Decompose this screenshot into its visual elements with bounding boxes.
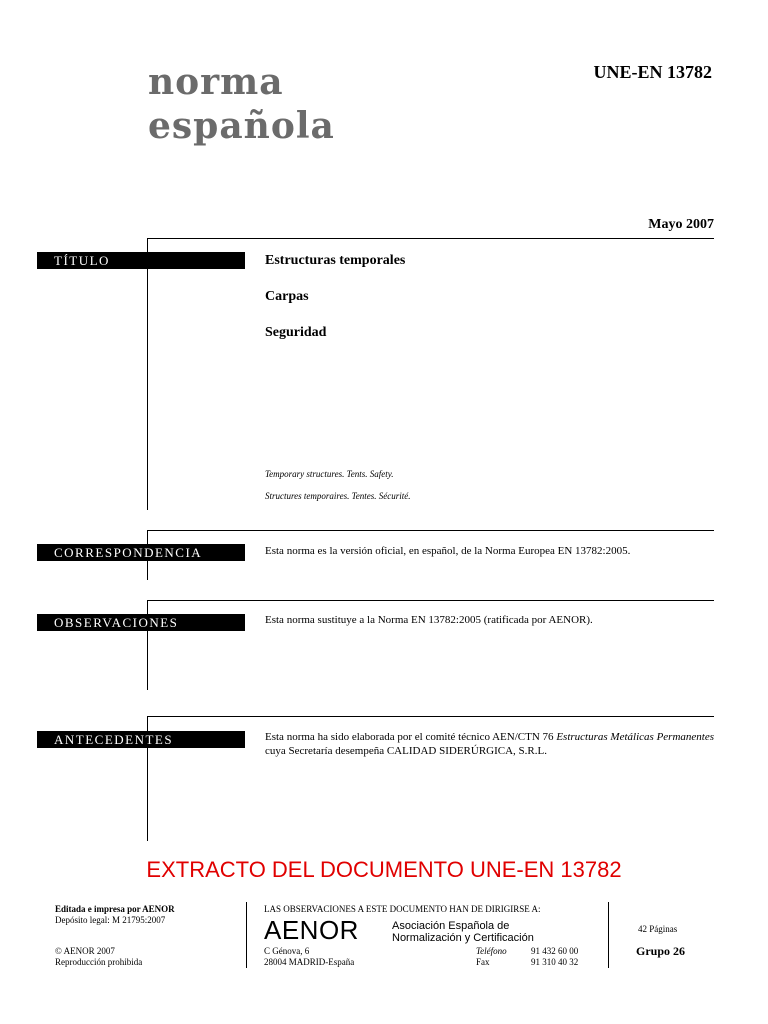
footer-address1: C Génova, 6: [264, 946, 310, 956]
footer-fax-label: Fax: [476, 957, 490, 967]
antecedentes-label: ANTECEDENTES: [54, 732, 174, 747]
extract-notice: EXTRACTO DEL DOCUMENTO UNE-EN 13782: [146, 857, 622, 882]
correspondencia-text: Esta norma es la versión oficial, en español, de la Norma Europea EN 13782:2005.: [265, 545, 631, 557]
footer-legal-deposit: Depósito legal: M 21795:2007: [55, 915, 166, 925]
norma-title-line1: norma: [148, 61, 284, 103]
footer-pages: 42 Páginas: [638, 924, 678, 934]
antecedentes-text-post: cuya Secretaría desempeña CALIDAD SIDERÚRGICA, S.R.L.: [265, 745, 547, 757]
footer-assoc-line1: Asociación Española de: [392, 920, 510, 932]
footer-assoc-line2: Normalización y Certificación: [392, 932, 534, 944]
footer-group: Grupo 26: [636, 944, 686, 958]
section-divider-observaciones: [148, 600, 714, 601]
aenor-logo: AENOR: [264, 915, 359, 945]
section-vline-titulo: [147, 238, 148, 510]
antecedentes-label-bar: [37, 731, 245, 748]
footer-divider-right: [608, 902, 609, 968]
title-french: Structures temporaires. Tentes. Sécurité.: [265, 491, 411, 501]
footer-edited: Editada e impresa por AENOR: [55, 904, 175, 914]
publication-date: Mayo 2007: [648, 217, 714, 232]
correspondencia-label: CORRESPONDENCIA: [54, 545, 203, 560]
footer-obs-heading: LAS OBSERVACIONES A ESTE DOCUMENTO HAN DE DIRIGIRSE A:: [264, 904, 541, 914]
observaciones-label-bar: [37, 614, 245, 631]
title-line-1: Estructuras temporales: [265, 253, 406, 268]
footer-fax: 91 310 40 32: [531, 957, 579, 967]
footer-copyright: © AENOR 2007: [55, 946, 115, 956]
norma-title-line2: española: [148, 105, 335, 147]
observaciones-text: Esta norma sustituye a la Norma EN 13782:2005 (ratificada por AENOR).: [265, 614, 593, 626]
standard-code: UNE-EN 13782: [593, 62, 712, 82]
footer-tel-label: Teléfono: [476, 946, 507, 956]
title-line-3: Seguridad: [265, 325, 327, 340]
footer-address2: 28004 MADRID-España: [264, 957, 355, 967]
title-line-2: Carpas: [265, 289, 309, 304]
section-divider-antecedentes: [148, 716, 714, 717]
antecedentes-committee-name: Estructuras Metálicas Permanentes: [556, 731, 714, 743]
observaciones-label: OBSERVACIONES: [54, 615, 179, 630]
correspondencia-label-bar: [37, 544, 245, 561]
footer-tel: 91 432 60 00: [531, 946, 579, 956]
title-english: Temporary structures. Tents. Safety.: [265, 469, 394, 479]
titulo-label-bar: [37, 252, 245, 269]
footer-reproduction: Reproducción prohibida: [55, 957, 143, 967]
section-divider-correspondencia: [148, 530, 714, 531]
antecedentes-text-pre: Esta norma ha sido elaborada por el comité técnico AEN/CTN 76: [265, 731, 557, 743]
titulo-label: TÍTULO: [54, 253, 110, 268]
section-divider-titulo: [148, 238, 714, 239]
antecedentes-text: [265, 730, 714, 758]
footer-divider-left: [246, 902, 247, 968]
